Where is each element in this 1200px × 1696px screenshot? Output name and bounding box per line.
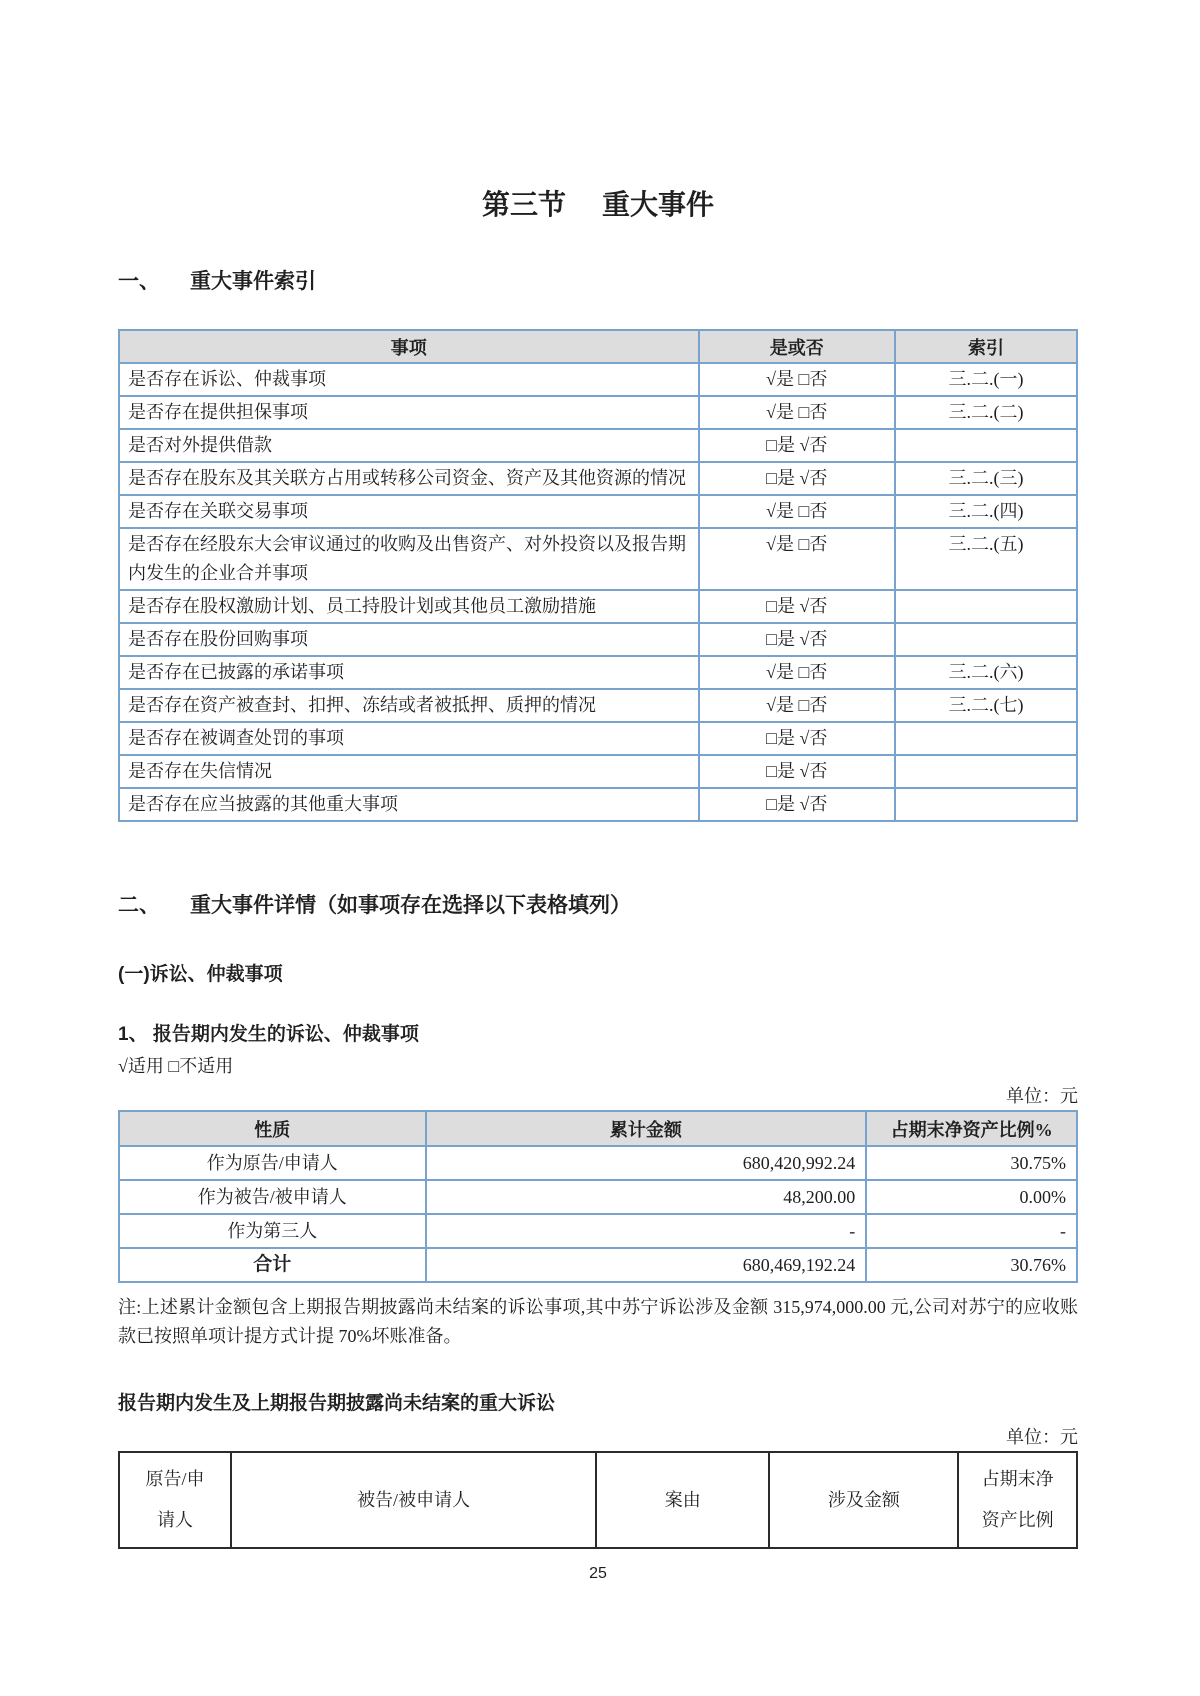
nature-cell: 合计 [119, 1248, 426, 1282]
major-lawsuits-table [118, 1451, 1078, 1549]
nature-cell: 作为被告/被申请人 [119, 1180, 426, 1214]
item-cell: 是否存在股权激励计划、员工持股计划或其他员工激励措施 [119, 590, 699, 623]
item-cell: 是否存在资产被查封、扣押、冻结或者被抵押、质押的情况 [119, 689, 699, 722]
table-row [119, 590, 1077, 623]
table-row [119, 1180, 1077, 1214]
ratio-cell: 0.00% [866, 1180, 1077, 1214]
yesno-cell: □是 √否 [699, 590, 895, 623]
column-header-index: 索引 [895, 330, 1077, 363]
yesno-cell: □是 √否 [699, 623, 895, 656]
table-row [119, 396, 1077, 429]
index-cell: 三.二.(七) [895, 689, 1077, 722]
section-number: 二、 [118, 894, 160, 917]
table-row-total [119, 1248, 1077, 1282]
item-heading-period-litigation: 1、 报告期内发生的诉讼、仲裁事项 [118, 1024, 419, 1045]
table-row [119, 429, 1077, 462]
table-row [119, 755, 1077, 788]
column-header-nature: 性质 [119, 1111, 426, 1146]
index-cell [895, 623, 1077, 656]
section-heading-details [118, 892, 1078, 920]
page-title-section: 第三节 [481, 189, 566, 220]
column-header-yesno: 是或否 [699, 330, 895, 363]
yesno-cell: √是 □否 [699, 528, 895, 590]
column-header-amount-involved: 涉及金额 [769, 1452, 958, 1548]
table-row [119, 656, 1077, 689]
table-row [119, 623, 1077, 656]
amount-cell: 680,420,992.24 [426, 1146, 867, 1180]
unit-label: 单位：元 [1006, 1427, 1078, 1447]
applicability-checkboxes: √适用 □不适用 [118, 1056, 234, 1076]
table-row [119, 1214, 1077, 1248]
page-title-text: 重大事件 [602, 189, 715, 220]
item-cell: 是否存在股份回购事项 [119, 623, 699, 656]
page-number: 25 [589, 1565, 607, 1582]
table-row [119, 1146, 1077, 1180]
yesno-cell: √是 □否 [699, 656, 895, 689]
item-cell: 是否存在经股东大会审议通过的收购及出售资产、对外投资以及报告期内发生的企业合并事项 [119, 528, 699, 590]
index-cell: 三.二.(二) [895, 396, 1077, 429]
index-cell: 三.二.(五) [895, 528, 1077, 590]
amount-cell: 680,469,192.24 [426, 1248, 867, 1282]
column-header-plaintiff: 原告/申请人 [119, 1452, 231, 1548]
ratio-cell: 30.75% [866, 1146, 1077, 1180]
index-cell: 三.二.(四) [895, 495, 1077, 528]
item-cell: 是否存在应当披露的其他重大事项 [119, 788, 699, 821]
item-cell: 是否存在被调查处罚的事项 [119, 722, 699, 755]
column-header-amount: 累计金额 [426, 1111, 867, 1146]
column-header-ratio: 占期末净资产比例% [866, 1111, 1077, 1146]
yesno-cell: □是 √否 [699, 722, 895, 755]
column-header-item: 事项 [119, 330, 699, 363]
item-cell: 是否存在失信情况 [119, 755, 699, 788]
yesno-cell: □是 √否 [699, 755, 895, 788]
amount-cell: - [426, 1214, 867, 1248]
item-cell: 是否存在诉讼、仲裁事项 [119, 363, 699, 396]
section-title: 重大事件详情（如事项存在选择以下表格填列） [190, 894, 631, 917]
litigation-amounts-table [118, 1110, 1078, 1283]
yesno-cell: √是 □否 [699, 689, 895, 722]
table-row [119, 722, 1077, 755]
column-header-net-asset-ratio: 占期末净资产比例 [958, 1452, 1077, 1548]
section-number: 一、 [118, 270, 160, 293]
table-row [119, 689, 1077, 722]
unit-label: 单位：元 [1006, 1086, 1078, 1106]
major-lawsuits-heading: 报告期内发生及上期报告期披露尚未结案的重大诉讼 [118, 1393, 556, 1414]
item-cell: 是否存在已披露的承诺事项 [119, 656, 699, 689]
table-header-row [119, 1111, 1077, 1146]
index-cell [895, 755, 1077, 788]
ratio-cell: - [866, 1214, 1077, 1248]
index-cell: 三.二.(三) [895, 462, 1077, 495]
major-events-index-table [118, 329, 1078, 822]
yesno-cell: □是 √否 [699, 462, 895, 495]
table-header-row [119, 1452, 1077, 1548]
column-header-defendant: 被告/被申请人 [231, 1452, 596, 1548]
index-cell [895, 590, 1077, 623]
item-cell: 是否存在股东及其关联方占用或转移公司资金、资产及其他资源的情况 [119, 462, 699, 495]
index-cell [895, 429, 1077, 462]
yesno-cell: □是 √否 [699, 429, 895, 462]
litigation-note: 注:上述累计金额包含上期报告期披露尚未结案的诉讼事项,其中苏宁诉讼涉及金额 315,974,000.00 元,公司对苏宁的应收账款已按照单项计提方式计提 70%坏账准备。 [118, 1297, 1078, 1346]
item-cell: 是否存在提供担保事项 [119, 396, 699, 429]
yesno-cell: √是 □否 [699, 396, 895, 429]
ratio-cell: 30.76% [866, 1248, 1077, 1282]
section-heading-index [118, 268, 1078, 296]
table-row [119, 462, 1077, 495]
page-title [118, 188, 1078, 222]
document-page [118, 0, 1078, 1585]
section-title: 重大事件索引 [190, 270, 316, 293]
yesno-cell: □是 √否 [699, 788, 895, 821]
table-row [119, 788, 1077, 821]
table-header-row [119, 330, 1077, 363]
item-cell: 是否存在关联交易事项 [119, 495, 699, 528]
nature-cell: 作为原告/申请人 [119, 1146, 426, 1180]
nature-cell: 作为第三人 [119, 1214, 426, 1248]
index-cell [895, 722, 1077, 755]
index-cell: 三.二.(六) [895, 656, 1077, 689]
index-cell: 三.二.(一) [895, 363, 1077, 396]
item-cell: 是否对外提供借款 [119, 429, 699, 462]
table-row [119, 495, 1077, 528]
amount-cell: 48,200.00 [426, 1180, 867, 1214]
yesno-cell: √是 □否 [699, 363, 895, 396]
index-cell [895, 788, 1077, 821]
yesno-cell: √是 □否 [699, 495, 895, 528]
table-row [119, 528, 1077, 590]
column-header-cause: 案由 [596, 1452, 769, 1548]
table-row [119, 363, 1077, 396]
subsection-heading-litigation: (一)诉讼、仲裁事项 [118, 964, 283, 985]
